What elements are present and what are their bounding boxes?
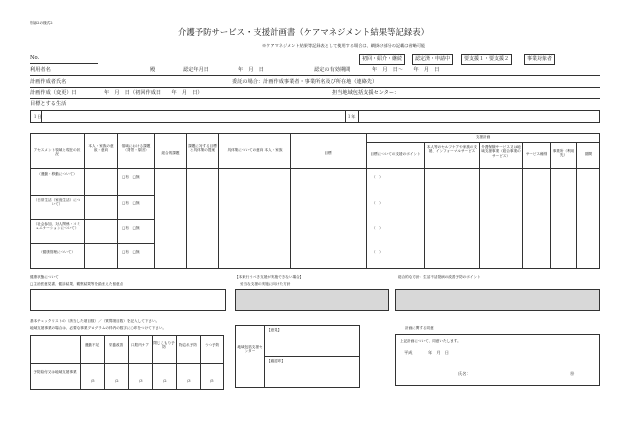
validity-label: 認定の有効期間 [314, 67, 351, 73]
goals-label: 目標とする生活 [30, 101, 67, 107]
health-box[interactable] [30, 289, 226, 311]
goal-day-label: １日 [33, 114, 42, 119]
checklist-note-1: 基本チェックリストの（該当した項目数）／（質問項目数）を記入して下さい。 [30, 319, 160, 323]
row-social: （社会参加、対人関係・コミュニケーションについて） [33, 222, 81, 231]
paren-2: （ ） [372, 201, 383, 205]
row-mobility: （運動・移動について） [37, 172, 77, 176]
header-goal: 目標 [324, 151, 332, 155]
health-label: 健康状態について [30, 275, 59, 279]
program-exercise: 運動不足 [84, 343, 100, 347]
header-provider: 事業所（利用先） [552, 149, 575, 158]
header-overall-issue: 総合的課題 [161, 151, 180, 155]
program-oral: 口腔内ケア [131, 343, 149, 347]
paren-1: （ ） [372, 175, 383, 179]
header-assessment: アセスメント領域と現在の状況 [33, 148, 81, 157]
agree-name-label: 氏名： [458, 371, 471, 376]
program-value-1: /5 [91, 379, 95, 383]
badge-target: 事業対象者 [524, 54, 555, 65]
seal-icon: ㊞ [570, 371, 575, 376]
row-health: （健康管理について） [39, 250, 75, 254]
header-support-point: 目標についての支援のポイント [370, 152, 421, 156]
opinion-label: 【意見】 [267, 328, 282, 332]
checkbox-row3[interactable]: □有 □無 [122, 226, 140, 230]
header-insurance-service: 介護保険サービス又は地域支援事業（総合事業のサービス） [481, 145, 521, 158]
center-box-label: 地域包括支援センター [237, 345, 263, 354]
cert-date-value: 年 月 日 [238, 67, 264, 73]
header-service-type: サービス種別 [525, 152, 548, 156]
header-support-plan: 支援計画 [475, 135, 491, 139]
policy-sub: 妥当な支援の実施に向けた方針 [240, 282, 291, 286]
header-period: 期間 [584, 152, 593, 156]
program-value-3: /3 [139, 379, 143, 383]
plan-date-label: 計画作成（変更）日 [30, 90, 77, 96]
paren-4: （ ） [372, 250, 383, 254]
checkbox-row4[interactable]: □有 □無 [122, 250, 140, 254]
program-nutrition: 栄養改善 [108, 343, 124, 347]
program-value-4: /2 [163, 379, 167, 383]
checkbox-row1[interactable]: □有 □無 [122, 175, 140, 179]
badge-support-level: 要支援１・要支援２ [461, 54, 512, 65]
user-name-label: 利用者名 [30, 67, 51, 73]
page-title: 介護予防サービス・支援計画書（ケアマネジメント結果等記録表） [178, 27, 429, 37]
checkbox-row2[interactable]: □有 □無 [122, 201, 140, 205]
header-measure-intention: 具体策についての意向 本人・家族 [227, 148, 283, 152]
agree-era: 平成 [404, 350, 413, 355]
header-goal-proposal: 課題に対する目標と具体策の提案 [188, 144, 217, 153]
program-value-5: /3 [187, 379, 191, 383]
badge-initial: 初回・紹介・継続 [359, 54, 405, 65]
program-value-2: /2 [115, 379, 119, 383]
agree-title: 計画に関する同意 [405, 326, 434, 330]
header-selfcare: 本人等のセルフケアや家族の支援、インフォーマルサービス [426, 145, 478, 154]
program-row-label: 予防給付又は地域支援事業 [33, 370, 77, 374]
header-note: ※ケアマネジメント結果等記録表として使用する場合は、網掛け部分の記載は省略可能 [262, 43, 426, 48]
header-intention: 本人・家族の意欲・意向 [88, 144, 114, 153]
health-sub: □主治医意見書、健診結果、観察結果等を踏まえた留意点 [30, 282, 124, 286]
goal-year-label: １年 [347, 114, 356, 119]
cert-date-label: 認定年月日 [183, 67, 209, 73]
confirm-label: 【確認印】 [267, 359, 285, 363]
checklist-note-2: 地域支援事業の場合は、必要な事業プログラムの枠内の数字に○印をつけて下さい。 [30, 326, 167, 330]
planner-label: 計画作成者氏名 [30, 79, 67, 85]
center-label: 担当地域包括支援センター： [332, 90, 400, 96]
policy-box[interactable] [235, 289, 389, 311]
number-label: No. [30, 55, 40, 61]
row-daily-life: （日常生活（家庭生活）について） [33, 198, 81, 207]
honorific: 殿 [150, 67, 156, 73]
program-depression: うつ予防 [204, 343, 220, 347]
policy-label: 【本来行うべき支援が実施できない場合】 [235, 275, 304, 279]
form-number: 別添2の様式2 [30, 21, 53, 25]
program-withdrawal: 閉じこもり予防 [153, 341, 175, 350]
validity-value: 年 月 日〜 年 月 日 [372, 67, 440, 73]
overall-label: 総合的な方針：生活不活発病の改善予防のポイント [398, 275, 481, 279]
badge-certified: 認定済・申請中 [412, 54, 453, 65]
goals-box [30, 110, 600, 123]
agree-text: 上記計画について、同意いたします。 [400, 339, 461, 343]
plan-date-value: 年 月 日（初回作成日 年 月 日） [104, 90, 203, 96]
consign-label: 委託の場合：計画作成事業者・事業所名及び所在地（連絡先） [232, 79, 378, 85]
program-value-6: /5 [210, 379, 214, 383]
paren-3: （ ） [372, 226, 383, 230]
agree-date: 年 月 日 [428, 350, 449, 355]
program-memory: 物忘れ予防 [179, 343, 197, 347]
header-domain-issue: 領域における課題（背景・原因） [121, 144, 151, 153]
overall-box[interactable] [395, 289, 600, 311]
